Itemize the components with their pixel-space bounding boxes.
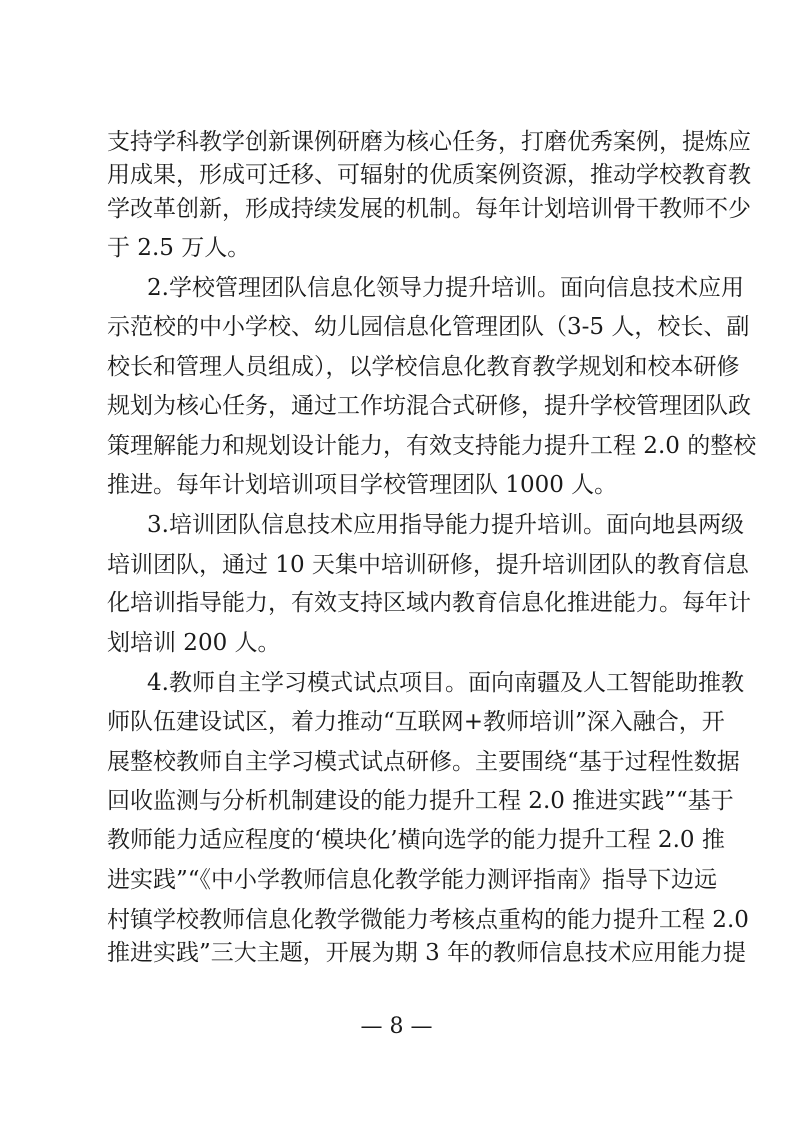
text-line: 师队伍建设试区，着力推动“互联网+教师培训”深入融合，开 <box>107 709 725 735</box>
text-line: 展整校教师自主学习模式试点研修。主要围绕“基于过程性数据 <box>107 749 740 775</box>
text-line: 化培训指导能力，有效支持区域内教育信息化推进能力。每年计 <box>107 590 751 616</box>
text-line: 村镇学校教师信息化教学微能力考核点重构的能力提升工程 2.0 <box>107 907 749 933</box>
text-line: 规划为核心任务，通过工作坊混合式研修，提升学校管理团队政 <box>107 393 751 419</box>
text-line: 培训团队，通过 10 天集中培训研修，提升培训团队的教育信息 <box>107 552 749 578</box>
text-line: 推进实践”三大主题，开展为期 3 年的教师信息技术应用能力提 <box>107 940 747 966</box>
paragraph-heading-line: 3.培训团队信息技术应用指导能力提升培训。面向地县两级 <box>147 512 744 538</box>
page-number: — 8 — <box>360 1014 433 1039</box>
text-line: 划培训 200 人。 <box>107 630 281 656</box>
text-line: 支持学科教学创新课例研磨为核心任务，打磨优秀案例，提炼应 <box>107 129 751 155</box>
text-line: 校长和管理人员组成），以学校信息化教育教学规划和校本研修 <box>107 354 740 380</box>
text-line: 回收监测与分析机制建设的能力提升工程 2.0 推进实践”“基于 <box>107 788 734 814</box>
text-line: 推进。每年计划培训项目学校管理团队 1000 人。 <box>107 472 618 498</box>
text-line: 用成果，形成可迁移、可辐射的优质案例资源，推动学校教育教 <box>107 162 751 188</box>
text-line: 于 2.5 万人。 <box>107 235 251 261</box>
text-line: 学改革创新，形成持续发展的机制。每年计划培训骨干教师不少 <box>107 196 751 222</box>
text-line: 进实践”“《中小学教师信息化教学能力测评指南》指导下边远 <box>107 867 718 893</box>
paragraph-heading-line: 2.学校管理团队信息化领导力提升培训。面向信息技术应用 <box>147 275 744 301</box>
paragraph-heading-line: 4.教师自主学习模式试点项目。面向南疆及人工智能助推教 <box>147 670 744 696</box>
text-line: 策理解能力和规划设计能力，有效支持能力提升工程 2.0 的整校 <box>107 433 757 459</box>
text-line: 教师能力适应程度的‘模块化’横向选学的能力提升工程 2.0 推 <box>107 827 725 853</box>
text-line: 示范校的中小学校、幼儿园信息化管理团队（3-5 人，校长、副 <box>107 314 750 340</box>
